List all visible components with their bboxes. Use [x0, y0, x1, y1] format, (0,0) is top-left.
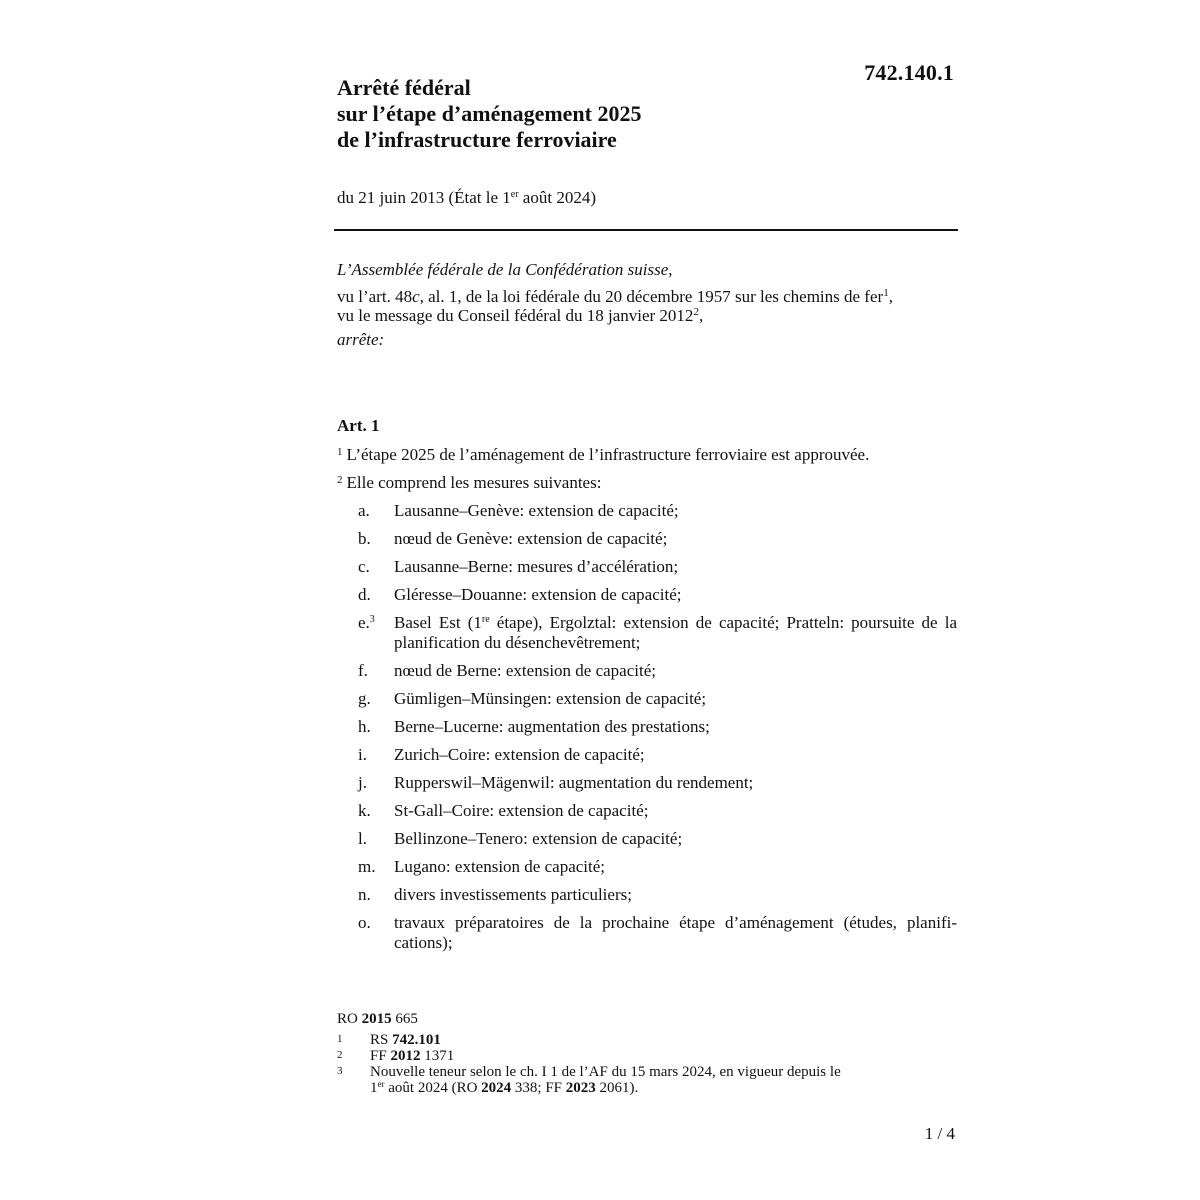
item-letter: h.: [358, 717, 371, 736]
item-letter: i.: [358, 745, 367, 764]
paragraph-number: 2: [337, 474, 343, 486]
footnote-text: 1: [370, 1080, 378, 1096]
item-letter: d.: [358, 585, 371, 604]
date-suffix: août 2024): [518, 188, 596, 207]
preamble: [337, 260, 957, 349]
footnote-text: août 2024 (RO: [384, 1080, 482, 1096]
footnotes: [337, 1011, 957, 1096]
document-date: [337, 188, 596, 208]
item-letter: e.: [358, 613, 370, 632]
title-line: sur l’étape d’aménagement 2025: [337, 101, 642, 126]
list-item: [337, 689, 957, 709]
preamble-line-2: [337, 306, 957, 325]
list-item: [337, 585, 957, 605]
footnote-ref-3[interactable]: 3: [369, 614, 375, 625]
preamble-text: ,: [698, 306, 704, 325]
date-prefix: du 21 juin 2013 (État le 1: [337, 188, 511, 207]
item-letter: b.: [358, 529, 371, 548]
footnote-text: FF: [370, 1048, 391, 1064]
item-text: Zurich–Coire: extension de capacité;: [394, 745, 645, 764]
item-text: Gümligen–Münsingen: extension de capacité;: [394, 689, 707, 708]
footnote-text: 2061).: [595, 1080, 639, 1096]
footnote-bold[interactable]: 2012: [390, 1048, 421, 1064]
footnote-text: 1371: [420, 1048, 455, 1064]
header-divider: [334, 229, 958, 231]
list-item: [337, 745, 957, 765]
preamble-italic: c: [412, 287, 420, 306]
list-item: [337, 773, 957, 793]
item-text: St-Gall–Coire: extension de capacité;: [394, 801, 649, 820]
item-text: Bellinzone–Tenero: extension de capacité;: [394, 829, 683, 848]
ro-page: 665: [391, 1011, 418, 1027]
ro-year: 2015: [361, 1011, 392, 1027]
ro-reference: [337, 1011, 957, 1027]
sr-number: 742.140.1: [864, 60, 954, 85]
item-letter: f.: [358, 661, 368, 680]
list-item: [337, 829, 957, 849]
list-item: [337, 557, 957, 577]
measures-list: [337, 501, 957, 961]
footnote-bold[interactable]: 742.101: [392, 1032, 441, 1048]
paragraph-text: L’étape 2025 de l’aménagement de l’infrastructure ferroviaire est approuvée.: [346, 445, 870, 464]
item-letter: l.: [358, 829, 367, 848]
paragraph-number: 1: [337, 446, 343, 458]
item-text: divers investissements particuliers;: [394, 885, 632, 904]
footnote-bold[interactable]: 2023: [565, 1080, 596, 1096]
footnote-2: [337, 1048, 957, 1064]
page-number: 1 / 4: [924, 1124, 955, 1143]
paragraph-text: Elle comprend les mesures suivantes:: [346, 473, 602, 492]
title-line: Arrêté fédéral: [337, 75, 471, 100]
item-text: Berne–Lucerne: augmentation des prestations;: [394, 717, 710, 736]
footnote-bold[interactable]: 2024: [481, 1080, 512, 1096]
list-item: [337, 801, 957, 821]
list-item: [337, 529, 957, 549]
footnote-text: 338; FF: [511, 1080, 566, 1096]
preamble-text: , al. 1, de la loi fédérale du 20 décembre 1957 sur les chemins de fer: [419, 287, 884, 306]
item-text: Lausanne–Genève: extension de capacité;: [394, 501, 679, 520]
article-paragraph-2: [337, 473, 601, 493]
item-text: Rupperswil–Mägenwil: augmentation du rendement;: [394, 773, 754, 792]
title-line: de l’infrastructure ferroviaire: [337, 127, 617, 152]
footnote-number: 2: [337, 1049, 343, 1061]
item-text: Lausanne–Berne: mesures d’accélération;: [394, 557, 679, 576]
item-text: travaux préparatoires de la prochaine étape d’aménagement (études, planifi-cations);: [394, 913, 957, 952]
list-item: [337, 857, 957, 877]
list-item: [337, 661, 957, 681]
list-item: [337, 913, 957, 953]
item-letter: c.: [358, 557, 370, 576]
preamble-institution: L’Assemblée fédérale de la Confédération suisse,: [337, 260, 673, 279]
date-sup: er: [510, 189, 519, 200]
list-item: [337, 501, 957, 521]
item-text-sup: re: [481, 614, 490, 625]
item-letter: j.: [358, 773, 367, 792]
item-text: nœud de Berne: extension de capacité;: [394, 661, 656, 680]
list-item: [337, 613, 957, 653]
item-letter: g.: [358, 689, 371, 708]
article-paragraph-1: [337, 445, 869, 465]
preamble-text: vu l’art. 48: [337, 287, 413, 306]
footnote-ref-2[interactable]: 2: [693, 306, 699, 318]
footnote-text: RS: [370, 1032, 393, 1048]
preamble-line-1: [337, 287, 957, 306]
item-text: [394, 613, 957, 653]
item-text: Lugano: extension de capacité;: [394, 857, 605, 876]
item-text-part: étape), Ergolztal: extension de capacité; Pratteln: poursuite de la planification du désenchevêtrement;: [394, 613, 957, 652]
item-text: Gléresse–Douanne: extension de capacité;: [394, 585, 682, 604]
footnote-number: 1: [337, 1033, 343, 1045]
footnote-line: Nouvelle teneur selon le ch. I 1 de l’AF du 15 mars 2024, en vigueur depuis le: [370, 1064, 841, 1080]
item-text-part: Basel Est (1: [394, 613, 482, 632]
preamble-text: ,: [888, 287, 893, 306]
item-letter: o.: [358, 913, 371, 932]
footnote-sup: er: [377, 1079, 385, 1089]
footnote-ref-1[interactable]: 1: [883, 287, 889, 299]
list-item: [337, 717, 957, 737]
footnote-3: [337, 1064, 957, 1096]
article-heading: Art. 1: [337, 416, 380, 435]
item-text: nœud de Genève: extension de capacité;: [394, 529, 668, 548]
preamble-text: vu le message du Conseil fédéral du 18 janvier 2012: [337, 306, 694, 325]
footnote-number: 3: [337, 1065, 343, 1077]
item-letter: m.: [358, 857, 376, 876]
item-letter-with-ref: [358, 613, 375, 633]
item-letter: n.: [358, 885, 371, 904]
item-letter: a.: [358, 501, 370, 520]
footnote-1: [337, 1032, 957, 1048]
preamble-decision: arrête:: [337, 330, 385, 349]
list-item: [337, 885, 957, 905]
ro-prefix: RO: [337, 1011, 362, 1027]
footnote-line: [370, 1080, 957, 1096]
document-title: [337, 75, 897, 153]
item-letter: k.: [358, 801, 371, 820]
